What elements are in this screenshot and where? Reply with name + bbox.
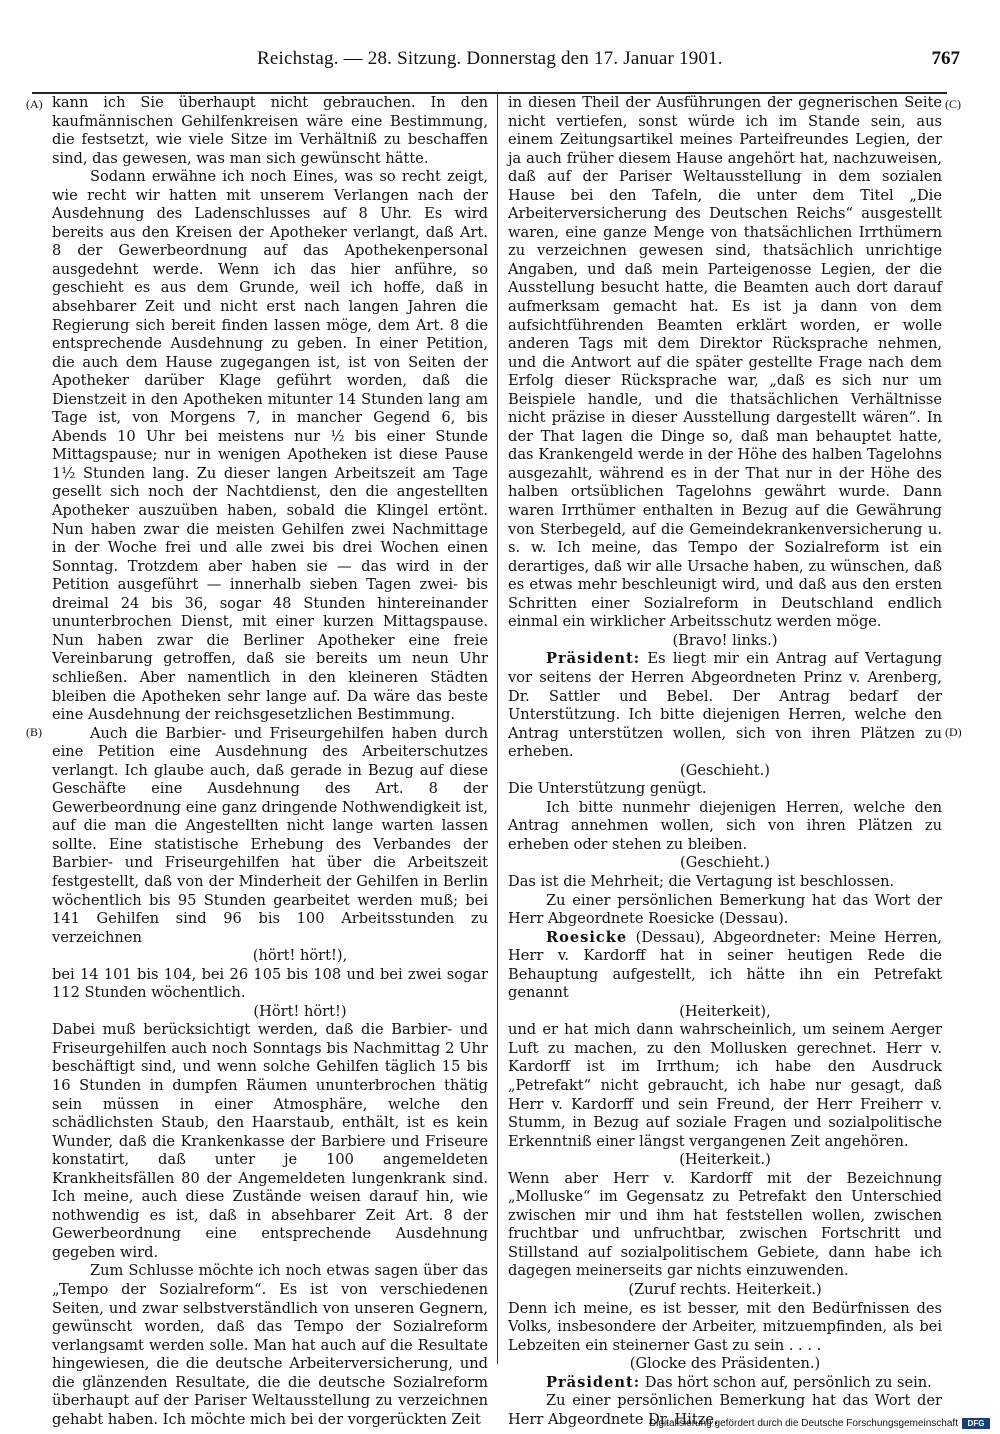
paragraph (508, 799, 942, 855)
paragraph-text: kann ich Sie überhaupt nicht gebrauchen. In den kaufmännischen Gehilfenkreisen wäre eine Bestimmung, die festsetzt, wie viele Sitze im Verhältniß zu beschaffen sind, das gewesen, was man sich gewünscht hätte. (52, 94, 488, 167)
paragraph (508, 929, 942, 1003)
paragraph (52, 966, 488, 1003)
stage-direction (508, 1151, 942, 1170)
paragraph-text: Wenn aber Herr v. Kardorff mit der Bezeichnung „Molluske“ im Gegensatz zu Petrefakt den Unterschied zwischen mir und ihm hat feststellen wollen, zwischen fruchtbar und unfruchtbar, zwischen Fortschritt und Stillstand auf sozialpolitischem Gebiete, dann habe ich dagegen meinerseits gar nichts einzuwenden. (508, 1169, 942, 1280)
paragraph-text: (Zuruf rechts. Heiterkeit.) (628, 1281, 822, 1298)
paragraph (52, 1021, 488, 1262)
stage-direction (52, 1003, 488, 1022)
paragraph-text: Auch die Barbier- und Friseurgehilfen haben durch eine Petition eine Ausdehnung des Arbeiterschutzes verlangt. Ich glaube auch, daß gerade in Bezug auf diese Geschäfte eine Ausdehnung des Art. 8 der Gewerbeordnung eine ganz dringende Nothwendigkeit ist, auf die man die Angestellten nicht lange warten lassen sollte. Eine statistische Erhebung des Verbandes der Barbier- und Friseurgehilfen hat über die Arbeitszeit festgestellt, daß von der Minderheit der Gehilfen in Berlin wöchentlich bis 95 Stunden gearbeitet werden muß; bei 141 Gehilfen sind 96 bis 100 Arbeitsstunden zu verzeichnen (52, 724, 488, 946)
paragraph (52, 168, 488, 724)
stage-direction (508, 1355, 942, 1374)
paragraph (508, 1021, 942, 1151)
paragraph-text: (hört! hört!), (252, 947, 348, 965)
running-title: Reichstag. — 28. Sitzung. Donnerstag den 17. Januar 1901. (257, 48, 723, 69)
paragraph-text: Zum Schlusse möchte ich noch etwas sagen über das „Tempo der Sozialreform“. Es ist von verschiedenen Seiten, und zwar selbstverständlich von unseren Gegnern, gewünscht worden, daß das Tempo der Sozialreform verlangsamt werden solle. Man hat auch auf die Resultate hingewiesen, die die deutsche Arbeiterversicherung, und die glänzenden Resultate, die die deutsche Sozialreform überhaupt auf der Pariser Weltausstellung zu verzeichnen gehabt haben. Ich möchte mich bei der vorgerückten Zeit (52, 1262, 488, 1428)
stage-direction (508, 854, 942, 873)
speaker-name: Präsident: (546, 1373, 641, 1391)
margin-marker-b: (B) (26, 725, 42, 739)
page-header (32, 44, 968, 78)
margin-marker-d: (D) (945, 725, 962, 739)
paragraph-text: (Geschieht.) (680, 761, 770, 779)
paragraph (508, 873, 942, 892)
right-column (508, 94, 942, 1429)
speaker-name: Präsident: (546, 650, 641, 668)
paragraph (508, 892, 942, 929)
paragraph-text: bei 14 101 bis 104, bei 26 105 bis 108 und bei zwei sogar 112 Stunden wöchentlich. (52, 965, 488, 1002)
stage-direction (508, 1281, 942, 1300)
paragraph-text: Die Unterstützung genügt. (508, 780, 707, 798)
paragraph-text: Das ist die Mehrheit; die Vertagung ist beschlossen. (508, 872, 895, 890)
paragraph (508, 650, 942, 761)
column-divider (497, 92, 498, 1364)
paragraph (52, 725, 488, 948)
paragraph-text: (Bravo! links.) (672, 631, 778, 649)
margin-marker-a: (A) (26, 97, 43, 111)
paragraph-text: (Glocke des Präsidenten.) (629, 1355, 821, 1373)
stage-direction (508, 762, 942, 781)
paragraph (52, 94, 488, 168)
footer-credit (649, 1418, 990, 1429)
paragraph (508, 780, 942, 799)
paragraph-text: Es liegt mir ein Antrag auf Vertagung vor seitens der Herren Abgeordneten Prinz v. Arenberg, Dr. Sattler und Bebel. Der Antrag bedarf der Unterstützung. Ich bitte diejenigen Herren, welche den Antrag unterstützen wollen, sich von ihren Plätzen zu erheben. (508, 650, 942, 761)
stage-direction (508, 1003, 942, 1022)
dfg-logo-icon: DFG (962, 1418, 990, 1429)
speaker-name: Roesicke (546, 928, 628, 946)
paragraph-text: (Heiterkeit.) (679, 1151, 771, 1169)
paragraph-text: (Dessau), Abgeordneter: Meine Herren, Herr v. Kardorff hat in seiner heutigen Rede die Behauptung aufgestellt, ich hätte ihn ein Petrefakt genannt (508, 928, 942, 1002)
stage-direction (508, 632, 942, 651)
left-column (52, 94, 488, 1429)
paragraph-text: Das hört schon auf, persönlich zu sein. (640, 1373, 932, 1391)
paragraph-text: Sodann erwähne ich noch Eines, was so recht zeigt, wie recht wir hatten mit unserem Verlangen nach der Ausdehnung des Ladenschlusses auf 8 Uhr. Es wird bereits aus den Kreisen der Apotheker verlangt, daß Art. 8 der Gewerbeordnung auf das Apothekenpersonal ausgedehnt werde. Wenn ich das hier anführe, so geschieht es aus dem Grunde, weil ich hoffe, daß in absehbarer Zeit und nicht erst nach langen Jahren die Regierung sich bereit finden lassen möge, dem Art. 8 die entsprechende Ausdehnung zu geben. In einer Petition, die auch dem Hause zugegangen ist, ist von Seiten der Apotheker darüber Klage geführt worden, daß die Dienstzeit in den Apotheken mitunter 14 Stunden lang am Tage ist, von Morgens 7, in mancher Gegend 6, bis Abends 10 Uhr bei meistens nur ½ bis einer Stunde Mittagspause; nur in wenigen Apotheken ist diese Pause 1½ Stunden lang. Zu dieser langen Arbeitszeit am Tage gesellt sich noch der Nachtdienst, den die angestellten Apotheker auszuüben haben, sobald die Klingel ertönt. Nun haben zwar die meisten Gehilfen zwei Nachmittage in der Woche frei und alle zwei bis drei Wochen einen Sonntag. Trotzdem aber haben sie — das wird in der Petition ausgeführt — innerhalb sieben Tagen zwei- bis dreimal 24 bis 36, sogar 48 Stunden hintereinander ununterbrochen Dienst, mit einer kurzen Mittagspause. Nun haben zwar die Berliner Apotheker eine freie Vereinbarung getroffen, daß sie bereits um neun Uhr schließen. Aber namentlich in den kleineren Städten bleiben die Apotheken sehr lange auf. Da wäre das beste eine Ausdehnung der reichsgesetzlichen Bestimmung. (52, 168, 488, 724)
page-number: 767 (931, 48, 960, 69)
paragraph-text: in diesen Theil der Ausführungen der gegnerischen Seite nicht vertiefen, sonst würde ich im Stande sein, aus einem Zeitungsartikel meines Parteifreundes Legien, der ja auch früher diesem Hause angehört hat, nachzuweisen, daß auf der Pariser Weltausstellung in dem sozialen Hause bei den Tafeln, die unter dem Titel „Die Arbeiterversicherung des Deutschen Reichs“ ausgestellt waren, eine ganze Menge von thatsächlichen Irrthümern zu verzeichnen gewesen sind, thatsächlich unrichtige Angaben, und daß mein Parteigenosse Legien, der die Ausstellung besucht hatte, die Beamten auch dort darauf aufmerksam gemacht hat. Es ist ja dann von dem aufsichtführenden Beamten erklärt worden, er wolle anderen Tags mit dem Direktor Rücksprache nehmen, und die Antwort auf die später gestellte Frage nach dem Erfolg dieser Rücksprache war, „daß es sich nur um Beispiele handle, und die thatsächlichen Verhältnisse nicht präzise in dieser Ausstellung dargestellt wären“. In der That lagen die Dinge so, daß man behauptet hatte, das Krankengeld werde in der Höhe des halben Tagelohns ausgezahlt, während es in der That nur in der Höhe des halben ortsüblichen Tagelohns gewährt wurde. Dann waren Irrthümer enthalten in Bezug auf die Gewährung von Sterbegeld, auf die Gemeindekrankenversicherung u. s. w. Ich meine, das Tempo der Sozialreform ist ein derartiges, daß wir alle Ursache haben, zu wünschen, daß es etwas mehr beschleunigt wird, und daß aus den ersten Schritten einer Sozialreform in Deutschland endlich einmal ein wirklicher Arbeitsschutz werden möge. (508, 94, 942, 631)
footer-text: Digitalisierung gefördert durch die Deutsche Forschungsgemeinschaft (648, 1418, 958, 1429)
paragraph (508, 94, 942, 632)
paragraph-text: Ich bitte nunmehr diejenigen Herren, welche den Antrag annehmen wollen, sich von ihren Plätzen zu erheben oder stehen zu bleiben. (508, 798, 942, 853)
paragraph-text: (Geschieht.) (680, 854, 770, 872)
paragraph (52, 1262, 488, 1429)
paragraph-text: (Hört! hört!) (253, 1002, 347, 1020)
paragraph-text: Dabei muß berücksichtigt werden, daß die Barbier- und Friseurgehilfen auch noch Sonntags bis Nachmittag 2 Uhr beschäftigt sind, und wenn solche Gehilfen täglich 15 bis 16 Stunden in dumpfen Räumen ununterbrochen thätig sein müssen in einer Atmosphäre, welche den schädlichsten Staub, den Haarstaub, enthält, ist es kein Wunder, daß die Krankenkasse der Barbiere und Friseure konstatirt, daß unter je 100 angemeldeten Krankheitsfällen 80 der Angemeldeten lungenkrank sind. Ich meine, auch diese Zustände weisen darauf hin, wie nothwendig es ist, daß in absehbarer Zeit Art. 8 der Gewerbeordnung eine entsprechende Ausdehnung gegeben wird. (52, 1021, 488, 1261)
paragraph-text: Zu einer persönlichen Bemerkung hat das Wort der Herr Abgeordnete Dr. Hitze. (508, 1392, 942, 1428)
margin-marker-c: (C) (945, 97, 961, 111)
paragraph (508, 1170, 942, 1281)
paragraph-text: Zu einer persönlichen Bemerkung hat das Wort der Herr Abgeordnete Roesicke (Dessau). (508, 891, 942, 928)
paragraph-text: Denn ich meine, es ist besser, mit den Bedürfnissen des Volks, insbesondere der Arbeiter, mitzuempfinden, als bei Lebzeiten ein steinerner Gast zu sein . . . . (508, 1299, 942, 1354)
stage-direction (52, 947, 488, 966)
paragraph (508, 1374, 942, 1393)
paragraph-text: und er hat mich dann wahrscheinlich, um seinem Aerger Luft zu machen, zu den Mollusken gerechnet. Herr v. Kardorff ist im Irrthum; ich habe den Ausdruck „Petrefakt“ nicht gebraucht, ich habe nur gesagt, daß Herr v. Kardorff und sein Freund, der Herr Freiherr v. Stumm, in Bezug auf soziale Fragen und sozialpolitische Erkenntniß einer längst vergangenen Zeit angehören. (508, 1021, 942, 1150)
paragraph (508, 1300, 942, 1356)
paragraph-text: (Heiterkeit), (679, 1002, 771, 1020)
